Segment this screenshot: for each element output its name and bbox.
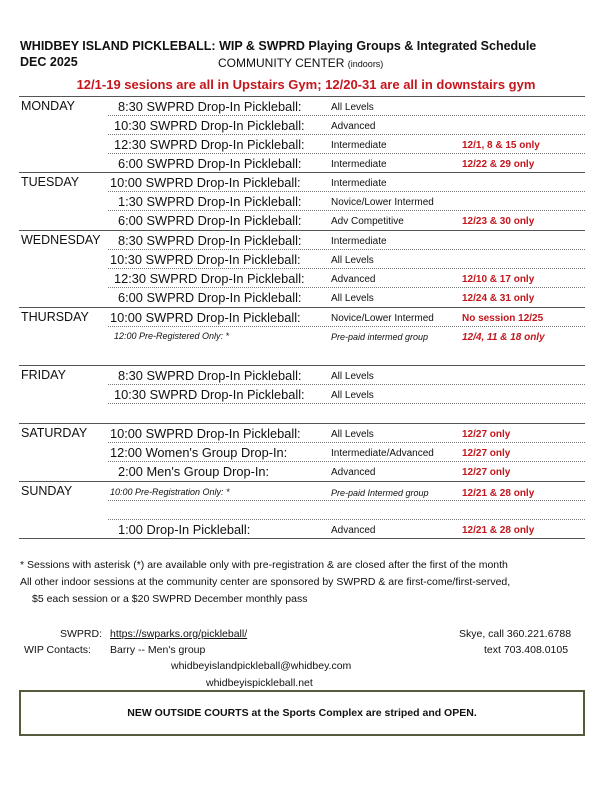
session-level: Pre-paid Intermed group xyxy=(331,488,429,498)
text-phone: text 703.408.0105 xyxy=(484,644,569,656)
session-level: All Levels xyxy=(331,371,374,382)
session-time: 8:30 SWPRD Drop-In Pickleball: xyxy=(118,233,302,248)
contact-website[interactable]: whidbeyispickleball.net xyxy=(206,677,313,689)
day-wednesday: WEDNESDAY xyxy=(21,233,101,247)
session-level: All Levels xyxy=(331,429,374,440)
session-level: Intermediate xyxy=(331,178,387,189)
document-title: WHIDBEY ISLAND PICKLEBALL: WIP & SWPRD Playing Groups & Integrated Schedule xyxy=(20,39,537,53)
session-date-note: No session 12/25 xyxy=(462,313,544,324)
session-level: Advanced xyxy=(331,274,376,285)
session-time: 12:00 Pre-Registered Only: * xyxy=(114,331,230,341)
session-time: 10:30 SWPRD Drop-In Pickleball: xyxy=(114,118,305,133)
contact-email[interactable]: whidbeyislandpickleball@whidbey.com xyxy=(171,660,352,672)
asterisk-footnote: * Sessions with asterisk (*) are available only with pre-registration & are closed after the first of the month xyxy=(20,559,508,571)
wip-contact-name: Barry -- Men's group xyxy=(110,644,206,656)
location-heading xyxy=(218,56,383,70)
session-level: Pre-paid intermed group xyxy=(331,332,429,342)
session-time: 10:30 SWPRD Drop-In Pickleball: xyxy=(114,387,305,402)
session-time: 12:00 Women's Group Drop-In: xyxy=(110,445,288,460)
session-level: Intermediate xyxy=(331,159,387,170)
outside-courts-announcement xyxy=(19,690,585,736)
section-divider xyxy=(19,172,585,173)
section-divider xyxy=(19,538,585,539)
day-thursday: THURSDAY xyxy=(21,310,89,324)
row-divider xyxy=(108,326,585,327)
session-time: 6:00 SWPRD Drop-In Pickleball: xyxy=(118,290,302,305)
location-name: COMMUNITY CENTER xyxy=(218,56,345,70)
section-divider xyxy=(19,423,585,424)
section-divider xyxy=(19,481,585,482)
session-date-note: 12/21 & 28 only xyxy=(462,488,535,499)
row-divider xyxy=(108,134,585,135)
session-time: 12:30 SWPRD Drop-In Pickleball: xyxy=(114,137,305,152)
session-time: 10:00 SWPRD Drop-In Pickleball: xyxy=(110,175,301,190)
session-level: Intermediate xyxy=(331,140,387,151)
session-time: 10:00 SWPRD Drop-In Pickleball: xyxy=(110,310,301,325)
session-level: Intermediate/Advanced xyxy=(331,448,434,459)
day-saturday: SATURDAY xyxy=(21,426,88,440)
swprd-label: SWPRD: xyxy=(60,628,102,640)
row-divider xyxy=(108,268,585,269)
gym-location-banner: 12/1-19 sesions are all in Upstairs Gym; 12/20-31 are all in downstairs gym xyxy=(76,77,536,92)
day-friday: FRIDAY xyxy=(21,368,66,382)
section-divider xyxy=(19,307,585,308)
session-time: 10:00 Pre-Registration Only: * xyxy=(110,487,230,497)
session-date-note: 12/21 & 28 only xyxy=(462,525,535,536)
session-date-note: 12/27 only xyxy=(462,467,511,478)
section-divider xyxy=(19,230,585,231)
session-level: All Levels xyxy=(331,390,374,401)
day-monday: MONDAY xyxy=(21,99,75,113)
row-divider xyxy=(108,519,585,520)
section-divider xyxy=(19,96,585,97)
session-date-note: 12/4, 11 & 18 only xyxy=(462,332,545,343)
row-divider xyxy=(108,287,585,288)
session-time: 12:30 SWPRD Drop-In Pickleball: xyxy=(114,271,305,286)
day-tuesday: TUESDAY xyxy=(21,175,80,189)
session-level: Novice/Lower Intermed xyxy=(331,197,434,208)
session-time: 10:30 SWPRD Drop-In Pickleball: xyxy=(110,252,301,267)
row-divider xyxy=(108,191,585,192)
sponsorship-note: All other indoor sessions at the community center are sponsored by SWPRD & are first-come/first-served, xyxy=(20,576,511,588)
session-date-note: 12/24 & 31 only xyxy=(462,293,535,304)
session-time: 10:00 SWPRD Drop-In Pickleball: xyxy=(110,426,301,441)
row-divider xyxy=(108,115,585,116)
session-level: Novice/Lower Intermed xyxy=(331,313,434,324)
session-time: 6:00 SWPRD Drop-In Pickleball: xyxy=(118,156,302,171)
session-date-note: 12/10 & 17 only xyxy=(462,274,535,285)
pricing-note: $5 each session or a $20 SWPRD December monthly pass xyxy=(32,593,308,605)
row-divider xyxy=(108,153,585,154)
session-date-note: 12/27 only xyxy=(462,448,511,459)
session-level: Advanced xyxy=(331,467,376,478)
session-level: Adv Competitive xyxy=(331,216,404,227)
section-divider xyxy=(19,365,585,366)
session-date-note: 12/1, 8 & 15 only xyxy=(462,140,540,151)
session-level: Advanced xyxy=(331,525,376,536)
session-time: 6:00 SWPRD Drop-In Pickleball: xyxy=(118,213,302,228)
session-date-note: 12/22 & 29 only xyxy=(462,159,535,170)
session-level: All Levels xyxy=(331,293,374,304)
row-divider xyxy=(108,210,585,211)
row-divider xyxy=(108,384,585,385)
session-level: Advanced xyxy=(331,121,376,132)
location-note: (indoors) xyxy=(347,59,384,69)
wip-contacts-label: WIP Contacts: xyxy=(24,644,91,656)
session-time: 1:00 Drop-In Pickleball: xyxy=(118,522,251,537)
session-level: All Levels xyxy=(331,102,374,113)
announcement-text: NEW OUTSIDE COURTS at the Sports Complex are striped and OPEN. xyxy=(127,707,477,719)
schedule-month: DEC 2025 xyxy=(20,55,78,69)
session-level: All Levels xyxy=(331,255,374,266)
session-time: 2:00 Men's Group Drop-In: xyxy=(118,464,270,479)
row-divider xyxy=(108,403,585,404)
session-time: 8:30 SWPRD Drop-In Pickleball: xyxy=(118,368,302,383)
swprd-link[interactable]: https://swparks.org/pickleball/ xyxy=(110,628,248,640)
session-date-note: 12/27 only xyxy=(462,429,511,440)
session-time: 8:30 SWPRD Drop-In Pickleball: xyxy=(118,99,302,114)
session-level: Intermediate xyxy=(331,236,387,247)
row-divider xyxy=(108,461,585,462)
session-date-note: 12/23 & 30 only xyxy=(462,216,535,227)
row-divider xyxy=(108,442,585,443)
day-sunday: SUNDAY xyxy=(21,484,73,498)
session-time: 1:30 SWPRD Drop-In Pickleball: xyxy=(118,194,302,209)
skye-phone: Skye, call 360.221.6788 xyxy=(459,628,572,640)
row-divider xyxy=(108,500,585,501)
row-divider xyxy=(108,249,585,250)
